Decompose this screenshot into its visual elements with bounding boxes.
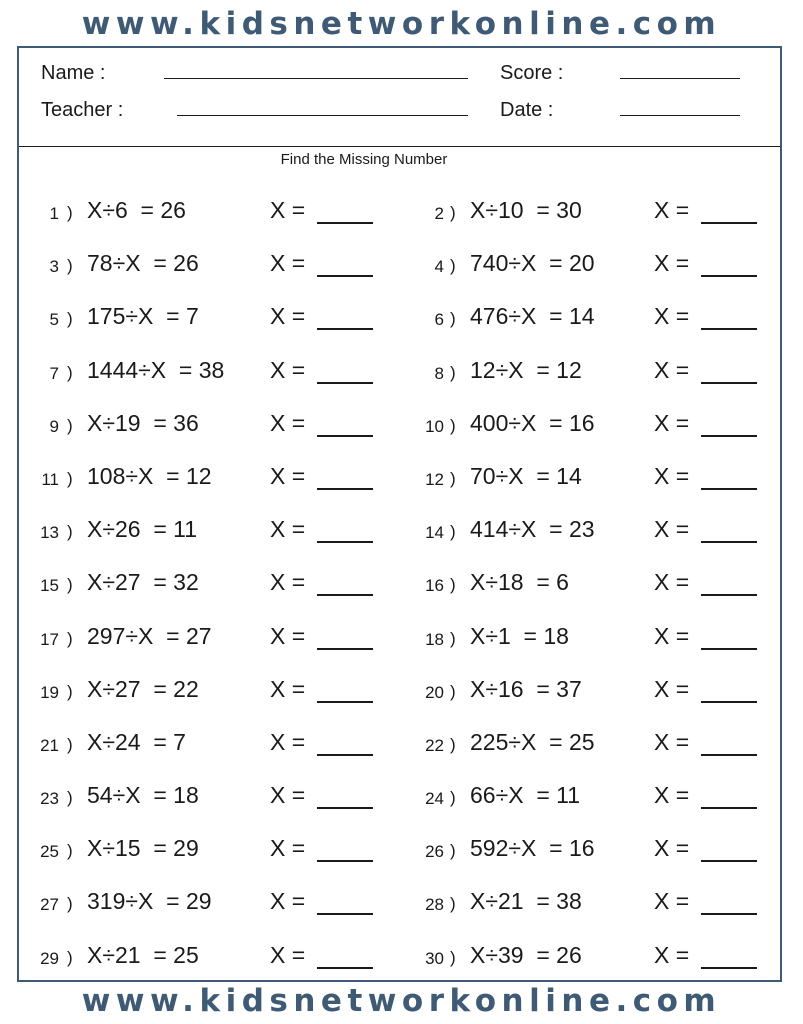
problem-equation: X÷6 = 26: [87, 197, 186, 223]
problem-number-paren: ): [67, 203, 73, 222]
answer-label: X =: [654, 941, 690, 968]
problem-row: [19, 816, 780, 869]
problem-number-paren: ): [450, 841, 456, 861]
problem-number-paren: ): [450, 628, 456, 648]
answer-blank[interactable]: [701, 754, 757, 756]
problem-row: [19, 550, 780, 603]
problem-number-paren: ): [67, 628, 73, 648]
problem-equation: 592÷X = 16: [470, 835, 595, 862]
problem-row: [19, 604, 780, 657]
answer-label: X =: [270, 409, 306, 436]
answer-label: X =: [270, 835, 306, 862]
answer-blank[interactable]: [317, 754, 373, 756]
answer-label: X =: [654, 462, 690, 489]
problem-number: 18: [425, 629, 444, 649]
answer-blank[interactable]: [317, 913, 373, 915]
problem-equation: X÷10 = 30: [470, 197, 582, 223]
answer-label: X =: [654, 675, 690, 702]
problem-number-paren: ): [450, 468, 456, 488]
problem-number-paren: ): [450, 256, 456, 276]
answer-blank[interactable]: [317, 860, 373, 862]
problem-equation: 78÷X = 26: [87, 250, 199, 277]
problem-number: 8: [434, 363, 444, 383]
answer-label: X =: [654, 303, 690, 330]
problem-number-paren: ): [450, 575, 456, 595]
answer-label: X =: [270, 782, 306, 809]
answer-blank[interactable]: [701, 967, 757, 969]
problem-number-paren: ): [67, 575, 73, 595]
problem-equation: X÷26 = 11: [87, 516, 198, 543]
site-url-bottom: www.kidsnetworkonline.com: [81, 983, 722, 1019]
answer-blank[interactable]: [317, 807, 373, 809]
problem-equation: 297÷X = 27: [87, 622, 212, 649]
problem-equation: 108÷X = 12: [87, 462, 212, 489]
answer-blank[interactable]: [317, 275, 373, 277]
answer-blank[interactable]: [701, 913, 757, 915]
teacher-field[interactable]: [177, 115, 468, 116]
problem-row: [19, 923, 780, 976]
answer-blank[interactable]: [701, 807, 757, 809]
answer-label: X =: [654, 250, 690, 277]
problem-number-paren: ): [450, 734, 456, 754]
answer-blank[interactable]: [701, 541, 757, 543]
answer-blank[interactable]: [317, 967, 373, 969]
problem-number: 17: [40, 629, 59, 649]
problem-number-paren: ): [67, 894, 73, 914]
problem-equation: 175÷X = 7: [87, 303, 199, 330]
problem-equation: X÷16 = 37: [470, 675, 582, 702]
problem-row: [19, 763, 780, 816]
answer-blank[interactable]: [701, 488, 757, 490]
problem-row: [19, 391, 780, 444]
problem-row: [19, 497, 780, 550]
problem-equation: X÷19 = 36: [87, 409, 199, 436]
problem-number-paren: ): [450, 415, 456, 435]
answer-label: X =: [654, 622, 690, 649]
score-field[interactable]: [620, 78, 740, 79]
answer-label: X =: [654, 197, 690, 223]
problem-number: 13: [40, 523, 59, 543]
problem-number: 15: [40, 576, 59, 596]
problem-equation: 319÷X = 29: [87, 888, 212, 915]
problem-row: [19, 284, 780, 337]
problem-number-paren: ): [450, 788, 456, 808]
answer-blank[interactable]: [701, 328, 757, 330]
answer-blank[interactable]: [701, 435, 757, 437]
problem-equation: 1444÷X = 38: [87, 356, 225, 383]
problem-equation: 54÷X = 18: [87, 782, 199, 809]
problem-number-paren: ): [67, 256, 73, 276]
problem-number-paren: ): [67, 415, 73, 435]
problem-number: 14: [425, 523, 444, 543]
answer-label: X =: [654, 569, 690, 596]
answer-blank[interactable]: [317, 488, 373, 490]
problem-row: [19, 231, 780, 284]
problem-number: 23: [40, 789, 59, 809]
answer-label: X =: [270, 569, 306, 596]
problem-number: 30: [425, 948, 444, 968]
problem-equation: X÷24 = 7: [87, 728, 186, 755]
site-url-top: www.kidsnetworkonline.com: [81, 6, 722, 42]
answer-blank[interactable]: [701, 860, 757, 862]
answer-blank[interactable]: [317, 594, 373, 596]
date-label: Date :: [500, 99, 554, 121]
problem-equation: 400÷X = 16: [470, 409, 595, 436]
problem-equation: 70÷X = 14: [470, 462, 582, 489]
answer-label: X =: [270, 356, 306, 383]
problem-equation: X÷1 = 18: [470, 622, 569, 649]
problem-equation: X÷27 = 32: [87, 569, 199, 596]
problem-row: [19, 710, 780, 763]
answer-blank[interactable]: [701, 648, 757, 650]
worksheet-frame: [17, 46, 782, 982]
answer-label: X =: [270, 728, 306, 755]
answer-label: X =: [270, 888, 306, 915]
answer-label: X =: [270, 622, 306, 649]
problem-row: [19, 338, 780, 391]
problem-equation: X÷21 = 25: [87, 941, 199, 968]
problem-number-paren: ): [450, 894, 456, 914]
problem-number: 2: [434, 204, 444, 223]
problem-number: 16: [425, 576, 444, 596]
problem-equation: 414÷X = 23: [470, 516, 595, 543]
problem-row: [19, 869, 780, 922]
answer-label: X =: [654, 356, 690, 383]
problem-equation: 225÷X = 25: [470, 728, 595, 755]
answer-blank[interactable]: [701, 701, 757, 703]
problem-number: 9: [49, 416, 59, 436]
problem-number-paren: ): [67, 468, 73, 488]
answer-blank[interactable]: [701, 222, 757, 224]
answer-blank[interactable]: [701, 382, 757, 384]
problem-number: 11: [41, 469, 59, 489]
problem-number-paren: ): [450, 522, 456, 542]
teacher-label: Teacher :: [41, 99, 124, 121]
answer-label: X =: [654, 516, 690, 543]
problem-number-paren: ): [67, 947, 73, 967]
problem-row: [19, 178, 780, 231]
worksheet-subtitle: Find the Missing Number: [280, 151, 448, 168]
answer-blank[interactable]: [701, 275, 757, 277]
problem-equation: 476÷X = 14: [470, 303, 595, 330]
answer-blank[interactable]: [317, 328, 373, 330]
problem-number: 4: [434, 257, 444, 277]
problem-number: 28: [425, 895, 444, 915]
problem-equation: X÷18 = 6: [470, 569, 569, 596]
answer-label: X =: [270, 197, 306, 223]
problem-number: 5: [49, 310, 59, 330]
problem-number: 20: [425, 682, 444, 702]
problem-number: 19: [40, 682, 59, 702]
problem-number: 25: [40, 842, 59, 862]
problem-number-paren: ): [67, 522, 73, 542]
problem-number-paren: ): [450, 203, 456, 222]
answer-blank[interactable]: [317, 648, 373, 650]
answer-blank[interactable]: [317, 382, 373, 384]
answer-label: X =: [270, 250, 306, 277]
problem-number: 1: [49, 204, 59, 223]
problem-number-paren: ): [450, 362, 456, 382]
header-divider: [19, 146, 780, 147]
problem-number: 3: [49, 257, 59, 277]
problem-equation: 740÷X = 20: [470, 250, 595, 277]
problem-number: 12: [425, 469, 444, 489]
problem-number-paren: ): [67, 788, 73, 808]
problem-number: 22: [425, 735, 444, 755]
problem-number-paren: ): [450, 947, 456, 967]
answer-blank[interactable]: [701, 594, 757, 596]
name-field[interactable]: [164, 78, 468, 79]
problem-number: 6: [434, 310, 444, 330]
date-field[interactable]: [620, 115, 740, 116]
name-label: Name :: [41, 62, 106, 84]
problem-number: 21: [40, 735, 59, 755]
answer-label: X =: [654, 409, 690, 436]
problem-equation: X÷39 = 26: [470, 941, 582, 968]
problem-row: [19, 657, 780, 710]
answer-label: X =: [270, 303, 306, 330]
answer-label: X =: [270, 675, 306, 702]
answer-label: X =: [654, 782, 690, 809]
problem-grid: [19, 178, 780, 976]
answer-label: X =: [654, 728, 690, 755]
answer-blank[interactable]: [317, 541, 373, 543]
answer-label: X =: [270, 941, 306, 968]
problem-number: 26: [425, 842, 444, 862]
answer-label: X =: [654, 888, 690, 915]
problem-number-paren: ): [67, 362, 73, 382]
problem-row: [19, 444, 780, 497]
problem-equation: 66÷X = 11: [470, 782, 581, 809]
problem-equation: 12÷X = 12: [470, 356, 582, 383]
problem-equation: X÷15 = 29: [87, 835, 199, 862]
problem-number-paren: ): [450, 681, 456, 701]
problem-equation: X÷27 = 22: [87, 675, 199, 702]
answer-blank[interactable]: [317, 435, 373, 437]
problem-number: 24: [425, 789, 444, 809]
score-label: Score :: [500, 62, 564, 84]
problem-number: 7: [49, 363, 59, 383]
answer-label: X =: [654, 835, 690, 862]
problem-number-paren: ): [67, 681, 73, 701]
problem-equation: X÷21 = 38: [470, 888, 582, 915]
problem-number-paren: ): [67, 841, 73, 861]
answer-blank[interactable]: [317, 701, 373, 703]
answer-label: X =: [270, 462, 306, 489]
problem-number: 10: [425, 416, 444, 436]
answer-label: X =: [270, 516, 306, 543]
problem-number: 27: [40, 895, 59, 915]
problem-number: 29: [40, 948, 59, 968]
answer-blank[interactable]: [317, 222, 373, 224]
problem-number-paren: ): [67, 734, 73, 754]
problem-number-paren: ): [450, 309, 456, 329]
problem-number-paren: ): [67, 309, 73, 329]
